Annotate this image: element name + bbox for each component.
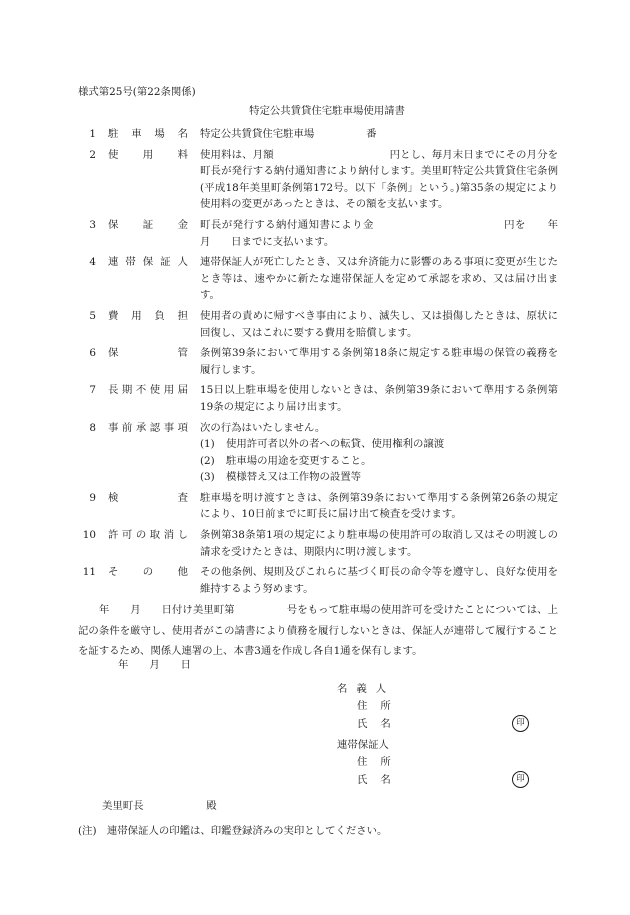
seal-mark-2: 印 [512,771,529,788]
article-title: 駐 車 場 名 [108,128,188,140]
article-row [78,382,558,415]
article-number: 2 [89,148,96,161]
addressee [102,797,217,812]
article-number: 11 [82,566,96,579]
article-row [78,527,558,560]
date-day: 日 [180,659,192,671]
article-title: 許 可 の 取 消 し [108,529,188,542]
article-body [200,126,558,143]
article-row [78,564,558,597]
article-row [78,420,558,486]
article-row [78,217,579,250]
article-list [78,126,579,601]
sub-item-number: (2) [200,454,215,467]
article-body [200,254,558,304]
name-label-2: 氏名 [357,774,404,786]
article-body [200,490,558,523]
article-body [200,420,558,486]
article-body [200,382,558,415]
address-label-2: 住所 [357,756,404,768]
article-title: 保 証 金 [108,218,188,231]
article-number: 10 [82,529,96,542]
article-title: そ の 他 [108,566,188,579]
article-number: 4 [89,256,96,269]
document-title: 特定公共賃貸住宅駐車場使用請書 [249,105,405,117]
article-text: 町長が発行する納付通知書により金 円を 年 月 日までに支払います。 [200,218,579,248]
article-body [200,308,558,341]
article-row [78,345,558,378]
article-title: 保 管 [108,347,188,360]
sub-item-text: 駐車場の用途を変更すること。 [226,454,372,467]
article-text: その他条例、規則及びこれらに基づく町長の命令等を遵守し、良好な使用を維持するよう努めます。 [200,566,558,595]
article-body [200,527,558,560]
article-number: 1 [89,128,96,140]
article-text: 使用料は、月額 円とし、毎月末日までにその月分を町長が発行する納付通知書により納付します。美里町特定公共賃貸住宅条例(平成18年美里町条例第172号。以下「条例」という。)第35条の規定により使用料の変更があったときは、その額を支払います。 [200,148,558,211]
article-row [78,126,558,143]
article-body [200,564,558,597]
name-label-1: 氏名 [357,718,404,730]
article-title: 事 前 承 認 事 項 [108,421,188,434]
mayor-label: 美里町長 [102,800,144,812]
article-number: 7 [89,384,96,397]
seal-mark-1: 印 [512,715,529,732]
sub-item-text: 模様替え又は工作物の設置等 [226,471,362,484]
article-text: 駐車場を明け渡すときは、条例第39条において準用する条例第26条の規定により、10日前までに町長に届け出て検査を受けます。 [200,491,558,521]
date-line [118,656,191,671]
article-text: 次の行為はいたしません。 [200,421,326,434]
article-body [200,147,558,213]
article-text: 15日以上駐車場を使用しないときは、条例第39条において準用する条例第19条の規定により届け出ます。 [200,384,558,413]
article-number: 5 [89,309,96,322]
article-text: 条例第39条において準用する条例第18条に規定する駐車場の保管の義務を履行します。 [200,347,558,376]
article-number: 6 [89,347,96,360]
nominee-label: 名義人 [337,683,396,695]
article-title: 使 用 料 [108,148,188,161]
date-year: 年 [118,659,129,671]
footnote: (注) 連帯保証人の印鑑は、印鑑登録済みの実印としてください。 [78,825,388,837]
article-number: 9 [89,491,96,504]
article-text: 連帯保証人が死亡したとき、又は弁済能力に影響のある事項に変更が生じたとき等は、速やかに新たな連帯保証人を定めて承認を求め、又は届け出ます。 [200,256,558,302]
article-text: 特定公共賃貸住宅駐車場 番 [200,128,377,140]
form-number: 様式第25号(第22条関係) [78,86,196,98]
guarantor-label: 連帯保証人 [337,739,389,751]
sub-item-number: (1) [200,438,215,451]
main-paragraph [78,600,558,662]
article-body [200,345,558,378]
article-title: 長 期 不 使 用 届 [108,384,188,397]
article-title: 連 帯 保 証 人 [108,256,188,269]
article-row [78,490,558,523]
sub-item [200,469,558,486]
date-month: 月 [149,659,160,671]
article-text: 使用者の責めに帰すべき事由により、滅失し、又は損傷したときは、原状に回復し、又はこれに要する費用を賠償します。 [200,309,558,339]
article-number: 8 [89,421,96,434]
article-text: 条例第38条第1項の規定により駐車場の使用許可の取消し又はその明渡しの請求を受けたときは、期限内に明け渡します。 [200,529,558,558]
article-title: 検 査 [108,491,188,504]
article-row [78,308,558,341]
article-row [78,147,558,213]
sub-item [200,453,558,470]
sub-item-text: 使用許可者以外の者への転貸、使用権利の譲渡 [226,438,445,451]
article-row [78,254,558,304]
sub-item [200,436,558,453]
address-label-1: 住所 [357,700,404,712]
article-number: 3 [89,218,96,231]
article-body [200,217,579,250]
sub-item-number: (3) [200,471,215,484]
article-title: 費 用 負 担 [108,309,188,322]
dono-label: 殿 [206,800,217,812]
paragraph-text: 年 月 日付け美里町第 号をもって駐車場の使用許可を受けたことについては、上記の条件を厳守し、使用者がこの請書により債務を履行しないときは、保証人が連帯して履行することを証するため、関係人連署の上、本書3通を作成し各自1通を保有します。 [78,604,558,658]
